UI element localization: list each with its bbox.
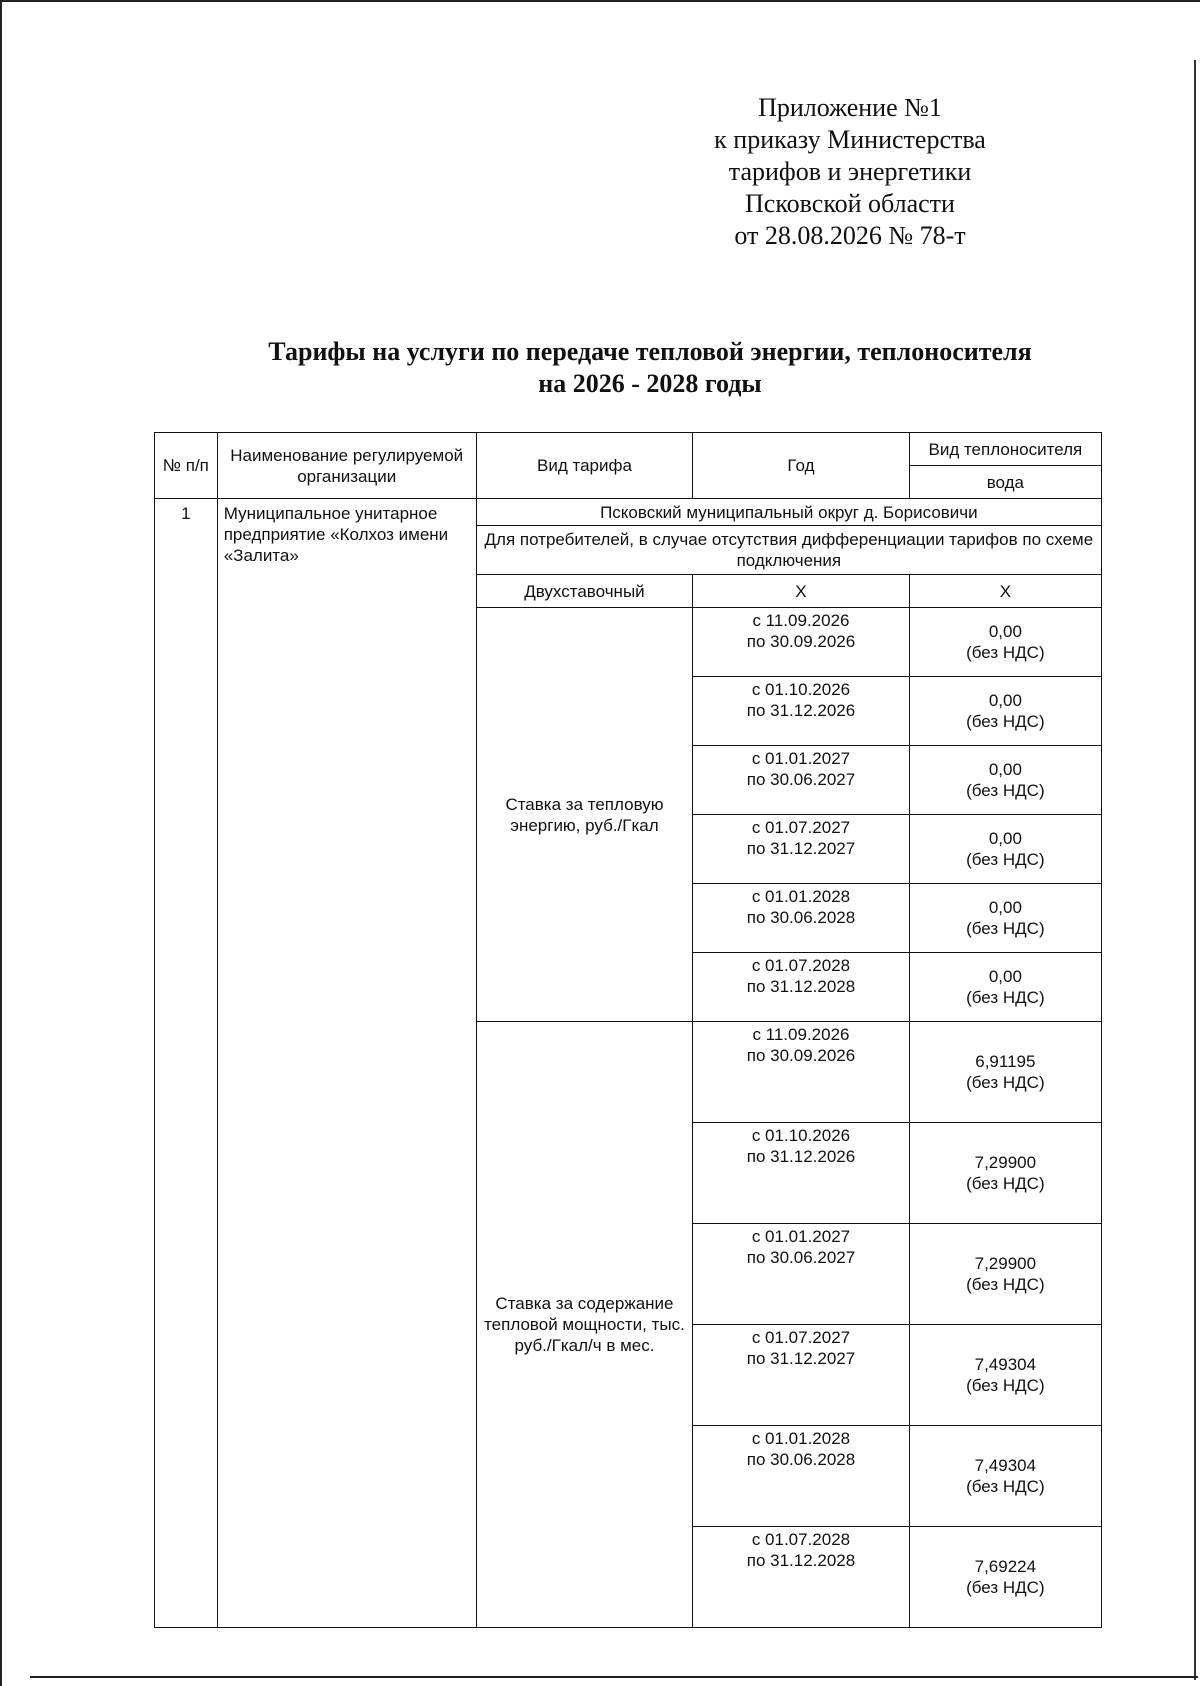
tariff-value: 0,00 [988, 622, 1022, 641]
period-from: с 01.07.2027 [751, 818, 851, 837]
appendix-line: Приложение №1 [758, 93, 942, 122]
period-to: по 30.06.2028 [746, 908, 856, 927]
period-cell [693, 1022, 910, 1123]
header-tariff-type: Вид тарифа [476, 433, 693, 499]
vat-note: (без НДС) [966, 1073, 1045, 1092]
page-edge-bottom [30, 1676, 1198, 1678]
tariff-value: 0,00 [988, 967, 1022, 986]
period-from: с 01.10.2026 [751, 680, 851, 699]
municipality: Псковский муниципальный округ д. Борисовичи [476, 499, 1101, 526]
vat-note: (без НДС) [966, 1477, 1045, 1496]
tariff-value-cell [909, 1325, 1101, 1426]
header-carrier-water: вода [909, 466, 1101, 499]
tariff-value: 0,00 [988, 691, 1022, 710]
appendix-line: от 28.08.2026 № 78-т [734, 221, 966, 250]
period-from: с 01.07.2027 [751, 1328, 851, 1347]
period-to: по 30.09.2026 [746, 1046, 856, 1065]
period-cell [693, 608, 910, 677]
period-cell [693, 1123, 910, 1224]
period-from: с 01.01.2027 [751, 749, 851, 768]
tariff-value: 6,91195 [975, 1052, 1036, 1071]
period-to: по 30.09.2026 [746, 632, 856, 651]
period-cell [693, 1325, 910, 1426]
title-line: на 2026 - 2028 годы [538, 369, 762, 398]
vat-note: (без НДС) [966, 1275, 1045, 1294]
period-to: по 31.12.2026 [746, 701, 856, 720]
tariff-value-cell [909, 884, 1101, 953]
header-year: Год [693, 433, 910, 499]
period-from: с 01.01.2028 [751, 1429, 851, 1448]
consumers-note: Для потребителей, в случае отсутствия дифференциации тарифов по схеме подключения [476, 526, 1101, 575]
period-cell [693, 677, 910, 746]
vat-note: (без НДС) [966, 1174, 1045, 1193]
appendix-block [700, 92, 1000, 252]
tariff-value-cell [909, 1123, 1101, 1224]
tariff-value-cell [909, 746, 1101, 815]
period-cell [693, 953, 910, 1022]
appendix-line: к приказу Министерства [714, 125, 986, 154]
page-edge-left [0, 0, 2, 1686]
tariff-value-cell [909, 608, 1101, 677]
tariff-value: 7,29900 [974, 1254, 1037, 1273]
period-cell [693, 746, 910, 815]
period-to: по 31.12.2028 [746, 1551, 856, 1570]
header-org: Наименование регулируемой организации [217, 433, 476, 499]
energy-rate-label: Ставка за тепловую энергию, руб./Гкал [476, 608, 693, 1022]
tariff-value-cell [909, 1224, 1101, 1325]
row-number: 1 [155, 499, 218, 1628]
tariff-value-cell [909, 1022, 1101, 1123]
period-cell [693, 1527, 910, 1628]
tariff-value-cell [909, 815, 1101, 884]
tariff-value-cell [909, 1426, 1101, 1527]
tariff-value-cell [909, 1527, 1101, 1628]
period-from: с 11.09.2026 [752, 611, 850, 630]
period-from: с 01.10.2026 [751, 1126, 851, 1145]
tariff-value-cell [909, 677, 1101, 746]
vat-note: (без НДС) [966, 1578, 1045, 1597]
tariff-value: 0,00 [988, 898, 1022, 917]
header-num: № п/п [155, 433, 218, 499]
appendix-line: тарифов и энергетики [728, 157, 972, 186]
period-to: по 31.12.2027 [746, 839, 856, 858]
period-from: с 01.01.2028 [751, 887, 851, 906]
two-part-label: Двухставочный [476, 575, 693, 608]
page-edge-top [0, 0, 1200, 2]
header-carrier: Вид теплоносителя [909, 433, 1101, 466]
period-to: по 31.12.2026 [746, 1147, 856, 1166]
vat-note: (без НДС) [966, 850, 1045, 869]
vat-note: (без НДС) [966, 712, 1045, 731]
tariff-value: 0,00 [988, 760, 1022, 779]
organization-name: Муниципальное унитарное предприятие «Колхоз имени «Залита» [217, 499, 476, 1628]
period-to: по 31.12.2028 [746, 977, 856, 996]
page-edge-right [1194, 60, 1196, 1680]
period-to: по 31.12.2027 [746, 1349, 856, 1368]
tariff-value: 7,69224 [974, 1557, 1037, 1576]
vat-note: (без НДС) [966, 919, 1045, 938]
period-to: по 30.06.2027 [746, 770, 856, 789]
tariff-value: 7,49304 [974, 1456, 1037, 1475]
period-from: с 01.07.2028 [751, 1530, 851, 1549]
vat-note: (без НДС) [966, 781, 1045, 800]
two-part-year: Х [693, 575, 910, 608]
vat-note: (без НДС) [966, 1376, 1045, 1395]
appendix-line: Псковской области [745, 189, 955, 218]
two-part-value: Х [909, 575, 1101, 608]
period-cell [693, 815, 910, 884]
tariff-value-cell [909, 953, 1101, 1022]
vat-note: (без НДС) [966, 643, 1045, 662]
period-to: по 30.06.2028 [746, 1450, 856, 1469]
tariff-value: 0,00 [988, 829, 1022, 848]
tariff-value: 7,49304 [974, 1355, 1037, 1374]
vat-note: (без НДС) [966, 988, 1045, 1007]
period-from: с 01.01.2027 [751, 1227, 851, 1246]
period-cell [693, 1426, 910, 1527]
period-to: по 30.06.2027 [746, 1248, 856, 1267]
period-from: с 01.07.2028 [751, 956, 851, 975]
period-cell [693, 884, 910, 953]
tariff-table [154, 432, 1102, 1628]
title-line: Тарифы на услуги по передаче тепловой энергии, теплоносителя [268, 337, 1032, 366]
period-cell [693, 1224, 910, 1325]
tariff-value: 7,29900 [974, 1153, 1037, 1172]
capacity-rate-label: Ставка за содержание тепловой мощности, тыс. руб./Гкал/ч в мес. [476, 1022, 693, 1628]
period-from: с 11.09.2026 [752, 1025, 850, 1044]
document-title [200, 336, 1100, 400]
